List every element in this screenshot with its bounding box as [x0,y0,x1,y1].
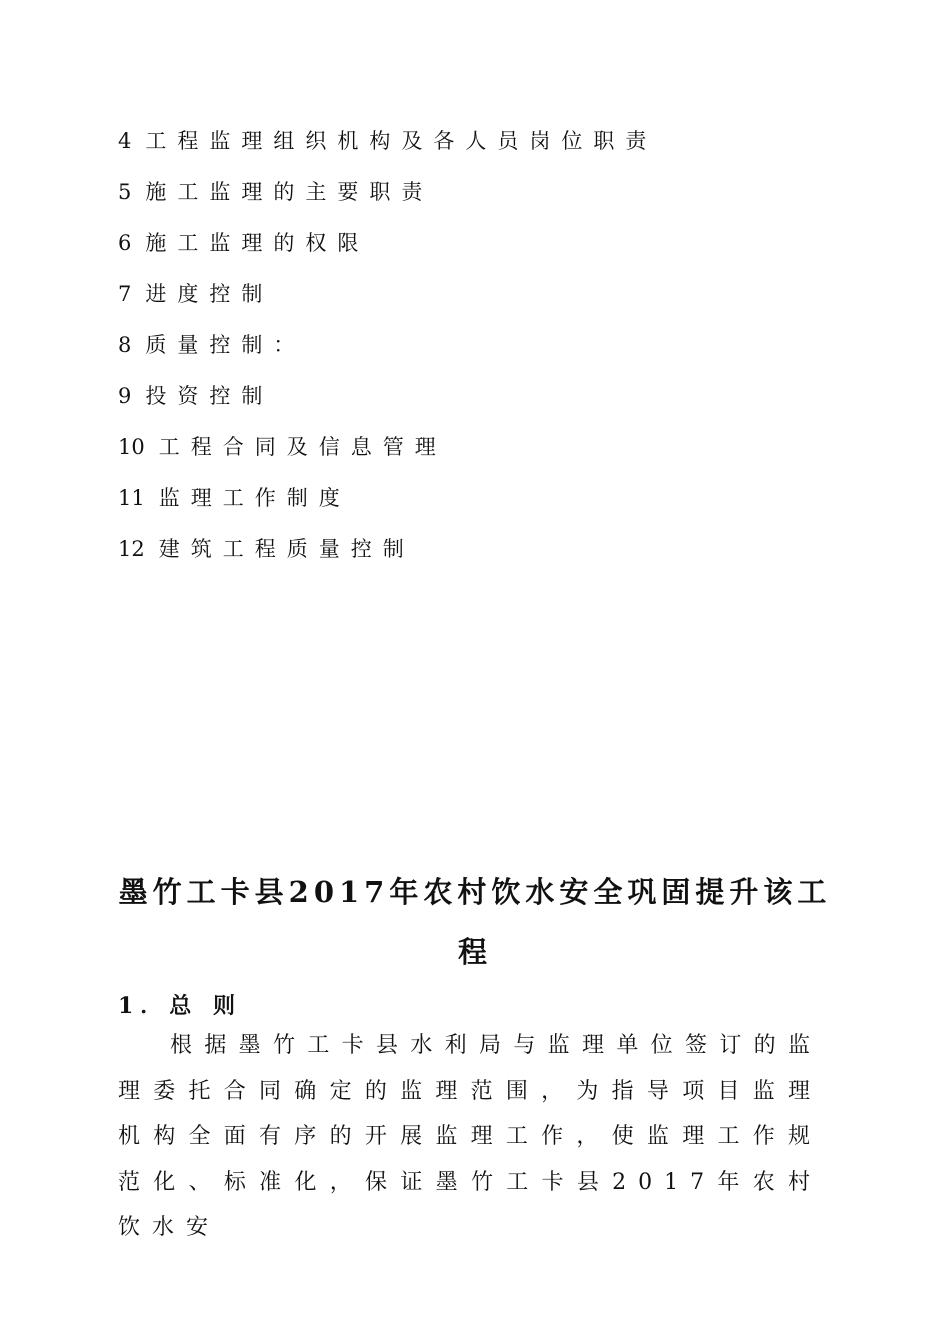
toc-item-number: 8 [118,333,132,357]
toc-item [118,175,838,226]
toc-item-text: 工程合同及信息管理 [158,435,447,459]
toc-item [118,328,838,379]
toc-item [118,430,838,481]
toc-item-text: 进度控制 [145,282,274,306]
toc-item [118,532,838,583]
toc-item-number: 11 [118,486,145,510]
toc-item-text: 监理工作制度 [158,486,351,510]
toc-item [118,379,838,430]
toc-item [118,277,838,328]
toc-item [118,226,838,277]
toc-item-text: 投资控制 [145,384,274,408]
document-title: 墨竹工卡县2017年农村饮水安全巩固提升该工程 [118,875,832,969]
toc-item-number: 6 [118,231,132,255]
toc-item-number: 12 [118,537,145,561]
toc-item-text: 施工监理的权限 [145,231,370,255]
toc-item-number: 7 [118,282,132,306]
table-of-contents [118,124,838,583]
section-heading: 1．总 则 [118,993,242,1019]
toc-item-number: 5 [118,180,132,204]
toc-item-number: 4 [118,129,132,153]
toc-item-number: 10 [118,435,145,459]
toc-item-text: 建筑工程质量控制 [158,537,415,561]
body-paragraph: 根据墨竹工卡县水利局与监理单位签订的监理委托合同确定的监理范围，为指导项目监理机构全面有序的开展监理工作，使监理工作规范化、标准化，保证墨竹工卡县2017年农村饮水安 [118,1033,822,1240]
toc-item [118,124,838,175]
toc-item-text: 施工监理的主要职责 [145,180,434,204]
toc-item [118,481,838,532]
toc-item-text: 质量控制： [145,333,306,357]
toc-item-number: 9 [118,384,132,408]
toc-item-text: 工程监理组织机构及各人员岗位职责 [145,129,658,153]
